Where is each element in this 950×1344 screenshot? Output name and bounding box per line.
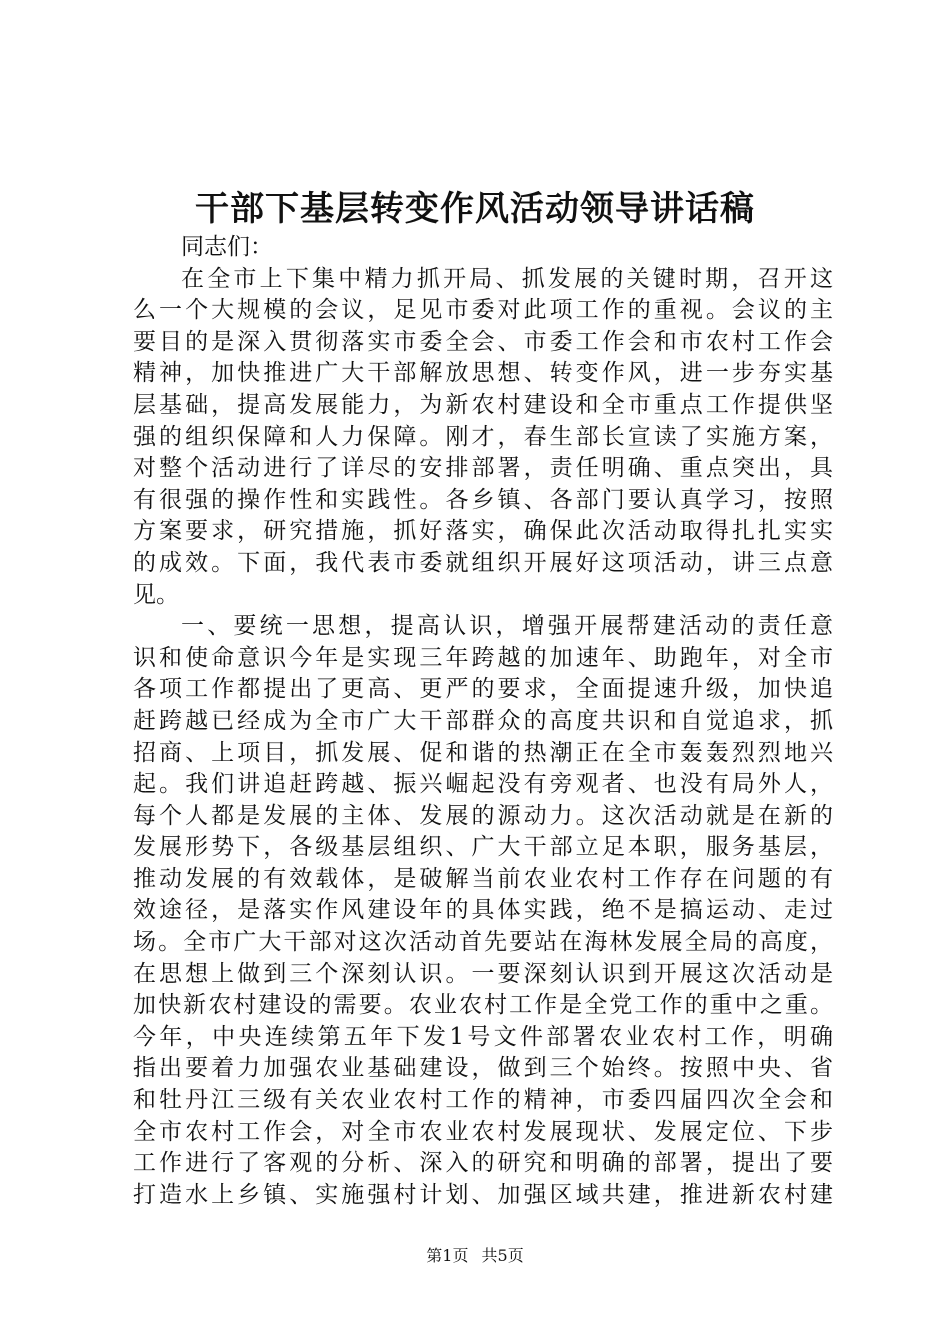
text-line: 一、要统一思想，提高认识，增强开展帮建活动的责任意 [181,613,833,640]
text-line: 效途径，是落实作风建设年的具体实践，绝不是搞运动、走过 [133,897,833,924]
text-line: 要目的是深入贯彻落实市委全会、市委工作会和市农村工作会 [133,328,833,355]
text-line: 发展形势下，各级基层组织、广大干部立足本职，服务基层， [133,834,833,861]
text-line: 起。我们讲追赶跨越、振兴崛起没有旁观者、也没有局外人， [133,771,833,798]
text-line: 在思想上做到三个深刻认识。一要深刻认识到开展这次活动是 [133,960,833,987]
text-line: 方案要求，研究措施，抓好落实，确保此次活动取得扎扎实实 [133,518,833,545]
text-line: 的成效。下面，我代表市委就组织开展好这项活动，讲三点意 [133,549,833,576]
text-line: 强的组织保障和人力保障。刚才，春生部长宣读了实施方案， [133,423,833,450]
page-footer [0,1244,950,1268]
text-line: 精神，加快推进广大干部解放思想、转变作风，进一步夯实基 [133,360,833,387]
text-line: 识和使命意识今年是实现三年跨越的加速年、助跑年，对全市 [133,644,833,671]
text-line: 各项工作都提出了更高、更严的要求，全面提速升级，加快追 [133,676,833,703]
text-line: 全市农村工作会，对全市农业农村发展现状、发展定位、下步 [133,1118,833,1145]
page-total: 共5页 [481,1246,524,1265]
text-line: 赶跨越已经成为全市广大干部群众的高度共识和自觉追求，抓 [133,707,833,734]
text-line: 场。全市广大干部对这次活动首先要站在海林发展全局的高度， [133,929,833,956]
text-line: 同志们： [181,234,273,260]
text-line: 有很强的操作性和实践性。各乡镇、各部门要认真学习，按照 [133,486,833,513]
document-body [133,232,833,1211]
text-line: 工作进行了客观的分析、深入的研究和明确的部署，提出了要 [133,1150,833,1177]
text-line: 每个人都是发展的主体、发展的源动力。这次活动就是在新的 [133,802,833,829]
text-line: 和牡丹江三级有关农业农村工作的精神，市委四届四次全会和 [133,1087,833,1114]
text-line: 在全市上下集中精力抓开局、抓发展的关键时期，召开这 [181,265,833,292]
text-line: 加快新农村建设的需要。农业农村工作是全党工作的重中之重。 [133,992,833,1019]
text-line: 招商、上项目，抓发展、促和谐的热潮正在全市轰轰烈烈地兴 [133,739,833,766]
text-line: 今年，中央连续第五年下发1号文件部署农业农村工作，明确 [133,1023,833,1050]
text-line: 层基础，提高发展能力，为新农村建设和全市重点工作提供坚 [133,391,833,418]
text-line: 打造水上乡镇、实施强村计划、加强区域共建，推进新农村建 [133,1181,833,1208]
text-line: 对整个活动进行了详尽的安排部署，责任明确、重点突出，具 [133,455,833,482]
page-number: 第1页 [426,1246,469,1265]
text-line: 见。 [133,581,179,608]
text-line: 么一个大规模的会议，足见市委对此项工作的重视。会议的主 [133,297,833,324]
text-line: 指出要着力加强农业基础建设，做到三个始终。按照中央、省 [133,1055,833,1082]
document-title: 干部下基层转变作风活动领导讲话稿 [195,189,755,229]
text-line: 推动发展的有效载体，是破解当前农业农村工作存在问题的有 [133,865,833,892]
